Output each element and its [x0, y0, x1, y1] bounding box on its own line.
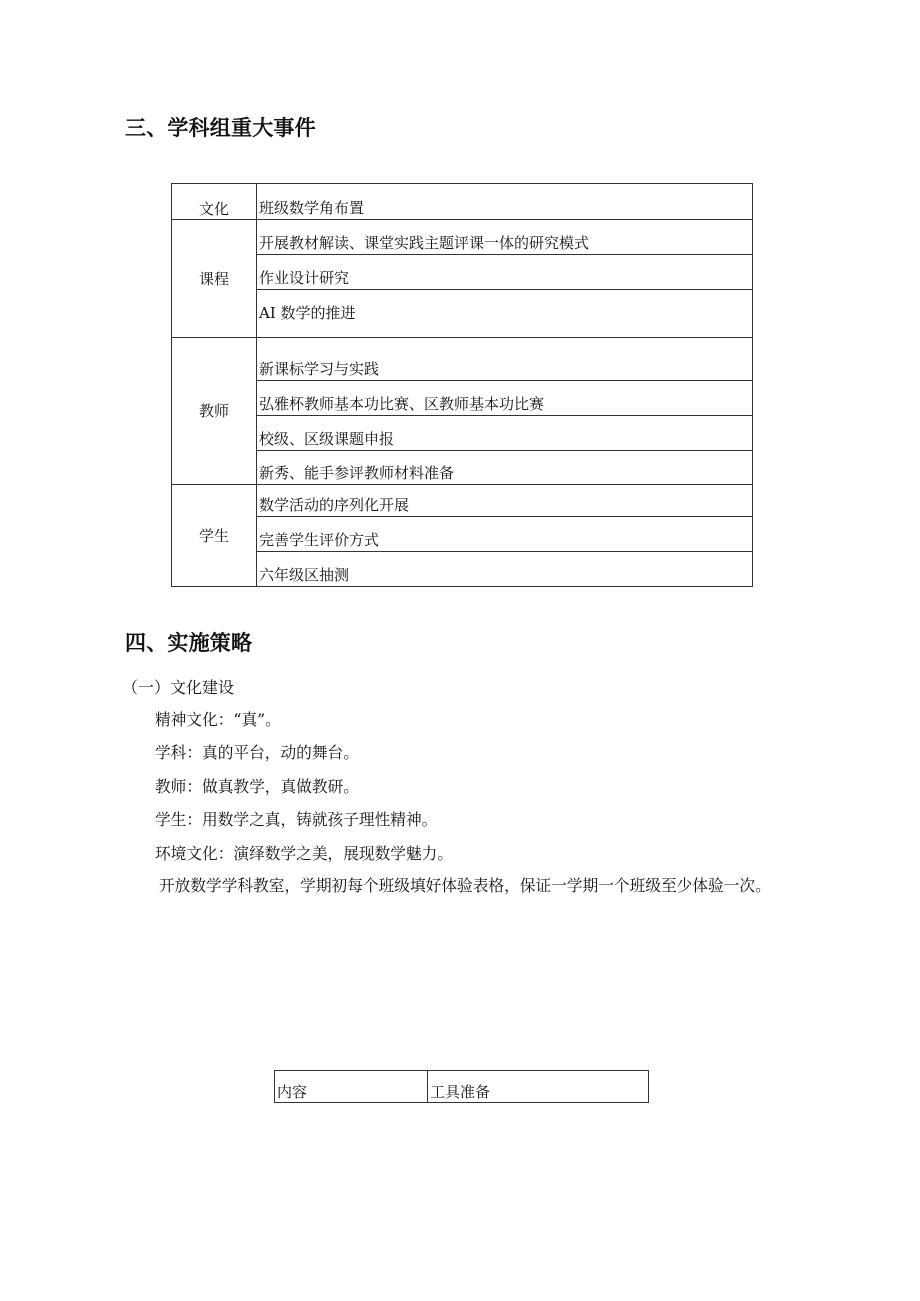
- event-item: 开展教材解读、课堂实践主题评课一体的研究模式: [257, 220, 753, 255]
- category-culture: 文化: [172, 184, 257, 220]
- event-item: AI 数学的推进: [257, 290, 753, 338]
- table-row: [172, 416, 753, 451]
- event-item: 数学活动的序列化开展: [257, 485, 753, 517]
- event-item: 新课标学习与实践: [257, 338, 753, 381]
- tools-table: [274, 1070, 649, 1103]
- table-row: [172, 381, 753, 416]
- table-row: [275, 1071, 649, 1103]
- table-row: [172, 290, 753, 338]
- event-item: 六年级区抽测: [257, 552, 753, 587]
- category-teachers: 教师: [172, 338, 257, 485]
- major-events-table: [171, 183, 753, 587]
- table-row: [172, 552, 753, 587]
- table-row: [172, 184, 753, 220]
- category-curriculum: 课程: [172, 220, 257, 338]
- header-content: 内容: [275, 1071, 428, 1103]
- paragraph-spirit-culture: 精神文化：“真”。: [155, 710, 281, 729]
- event-item: 完善学生评价方式: [257, 517, 753, 552]
- table-row: [172, 451, 753, 485]
- event-item: 班级数学角布置: [257, 184, 753, 220]
- paragraph-classroom: 开放数学学科教室，学期初每个班级填好体验表格，保证一学期一个班级至少体验一次。: [159, 876, 771, 895]
- paragraph-students: 学生：用数学之真，铸就孩子理性精神。: [155, 810, 438, 829]
- paragraph-environment-culture: 环境文化：演绎数学之美，展现数学魅力。: [155, 844, 454, 863]
- table-row: [172, 485, 753, 517]
- table-row: [172, 255, 753, 290]
- table-row: [172, 517, 753, 552]
- paragraph-subject: 学科：真的平台，动的舞台。: [155, 743, 359, 762]
- event-item: 新秀、能手参评教师材料准备: [257, 451, 753, 485]
- section-3-heading: 三、学科组重大事件: [125, 116, 316, 140]
- paragraph-teachers: 教师：做真教学，真做教研。: [155, 777, 359, 796]
- table-row: [172, 220, 753, 255]
- header-tool-preparation: 工具准备: [428, 1071, 649, 1103]
- table-row: [172, 338, 753, 381]
- event-item: 弘雅杯教师基本功比赛、区教师基本功比赛: [257, 381, 753, 416]
- section-4-heading: 四、实施策略: [125, 631, 253, 655]
- event-item: 作业设计研究: [257, 255, 753, 290]
- category-students: 学生: [172, 485, 257, 587]
- event-item: 校级、区级课题申报: [257, 416, 753, 451]
- subsection-culture-heading: （一）文化建设: [122, 678, 235, 697]
